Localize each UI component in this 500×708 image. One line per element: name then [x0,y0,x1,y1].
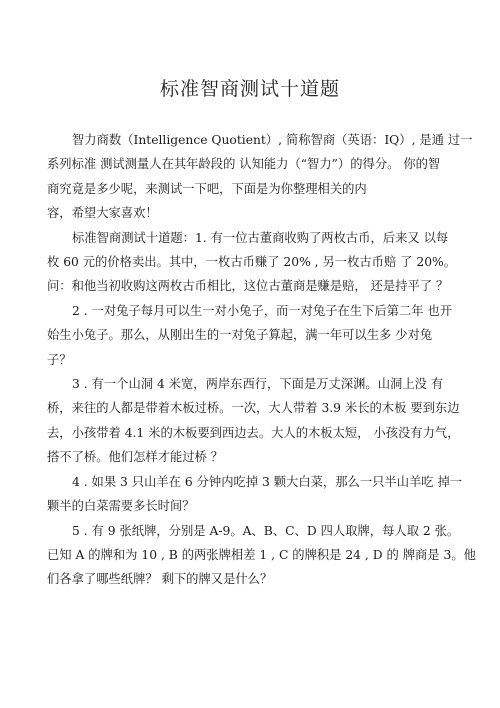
text-line: 智力商数（Intelligence Quotient）, 简称智商（英语：IQ）, 是通 过一 [72,133,473,147]
paragraph-intro [47,128,473,226]
text-line: 去，小孩带着 4.1 米的木板要到西边去。大人的木板太短， 小孩没有力气， [47,425,460,440]
page-title: 标准智商测试十道题 [159,78,340,100]
text-line: 5 . 有 9 张纸牌，分别是 A-9。A、B、C、D 四人取牌，每人取 2 张。 [72,523,460,538]
text-line: 3 . 有一个山洞 4 米宽，两岸东西行，下面是万丈深渊。山洞上没 有 [72,377,444,392]
text-line: 始生小兔子。那么，从刚出生的一对兔子算起，满一年可以生多 少对兔 [47,328,433,343]
text-line: 颗半的白菜需要多长时间？ [47,499,195,514]
text-line: 商究竟是多少呢，来测试一下吧，下面是为你整理相关的内 [47,181,367,196]
text-line: 子？ [47,352,72,367]
text-line: 4 . 如果 3 只山羊在 6 分钟内吃掉 3 颗大白菜，那么一只半山羊吃 掉一 [72,474,463,489]
text-line: 容，希望大家喜欢！ [47,206,158,221]
text-line: 们各拿了哪些纸牌？ 剩下的牌又是什么？ [47,572,273,587]
text-line: 系列标准 测试测量人在其年龄段的 认知能力（“智力”）的得分。 你的智 [47,157,441,172]
document-body [47,128,476,592]
text-line: 2 . 一对兔子每月可以生一对小兔子，而一对兔子在生下后第二年 也开 [72,303,453,318]
text-line: 枚 60 元的价格卖出。其中，一枚古币赚了 20% , 另一枚古币赔 了 20%。 [47,255,457,270]
text-line: 标准智商测试十道题：1. 有一位古董商收购了两枚古币，后来又 以每 [72,230,449,245]
text-line: 桥，来往的人都是带着木板过桥。一次，大人带着 3.9 米长的木板 要到东边 [47,401,460,416]
paragraph-question-3 [47,372,460,470]
text-line: 已知 A 的牌和为 10 , B 的两张牌相差 1 , C 的牌积是 24 , D 的 牌商是 3。他 [47,547,476,562]
paragraph-question-5 [47,519,476,592]
text-line: 问：和他当初收购这两枚古币相比，这位古董商是赚是赔， 还是持平了 ？ [47,279,449,294]
paragraph-question-4 [47,470,463,519]
paragraph-question-2 [47,299,457,372]
text-line: 搭不了桥。他们怎样才能过桥 ？ [47,450,224,465]
paragraph-question-1 [47,226,457,299]
